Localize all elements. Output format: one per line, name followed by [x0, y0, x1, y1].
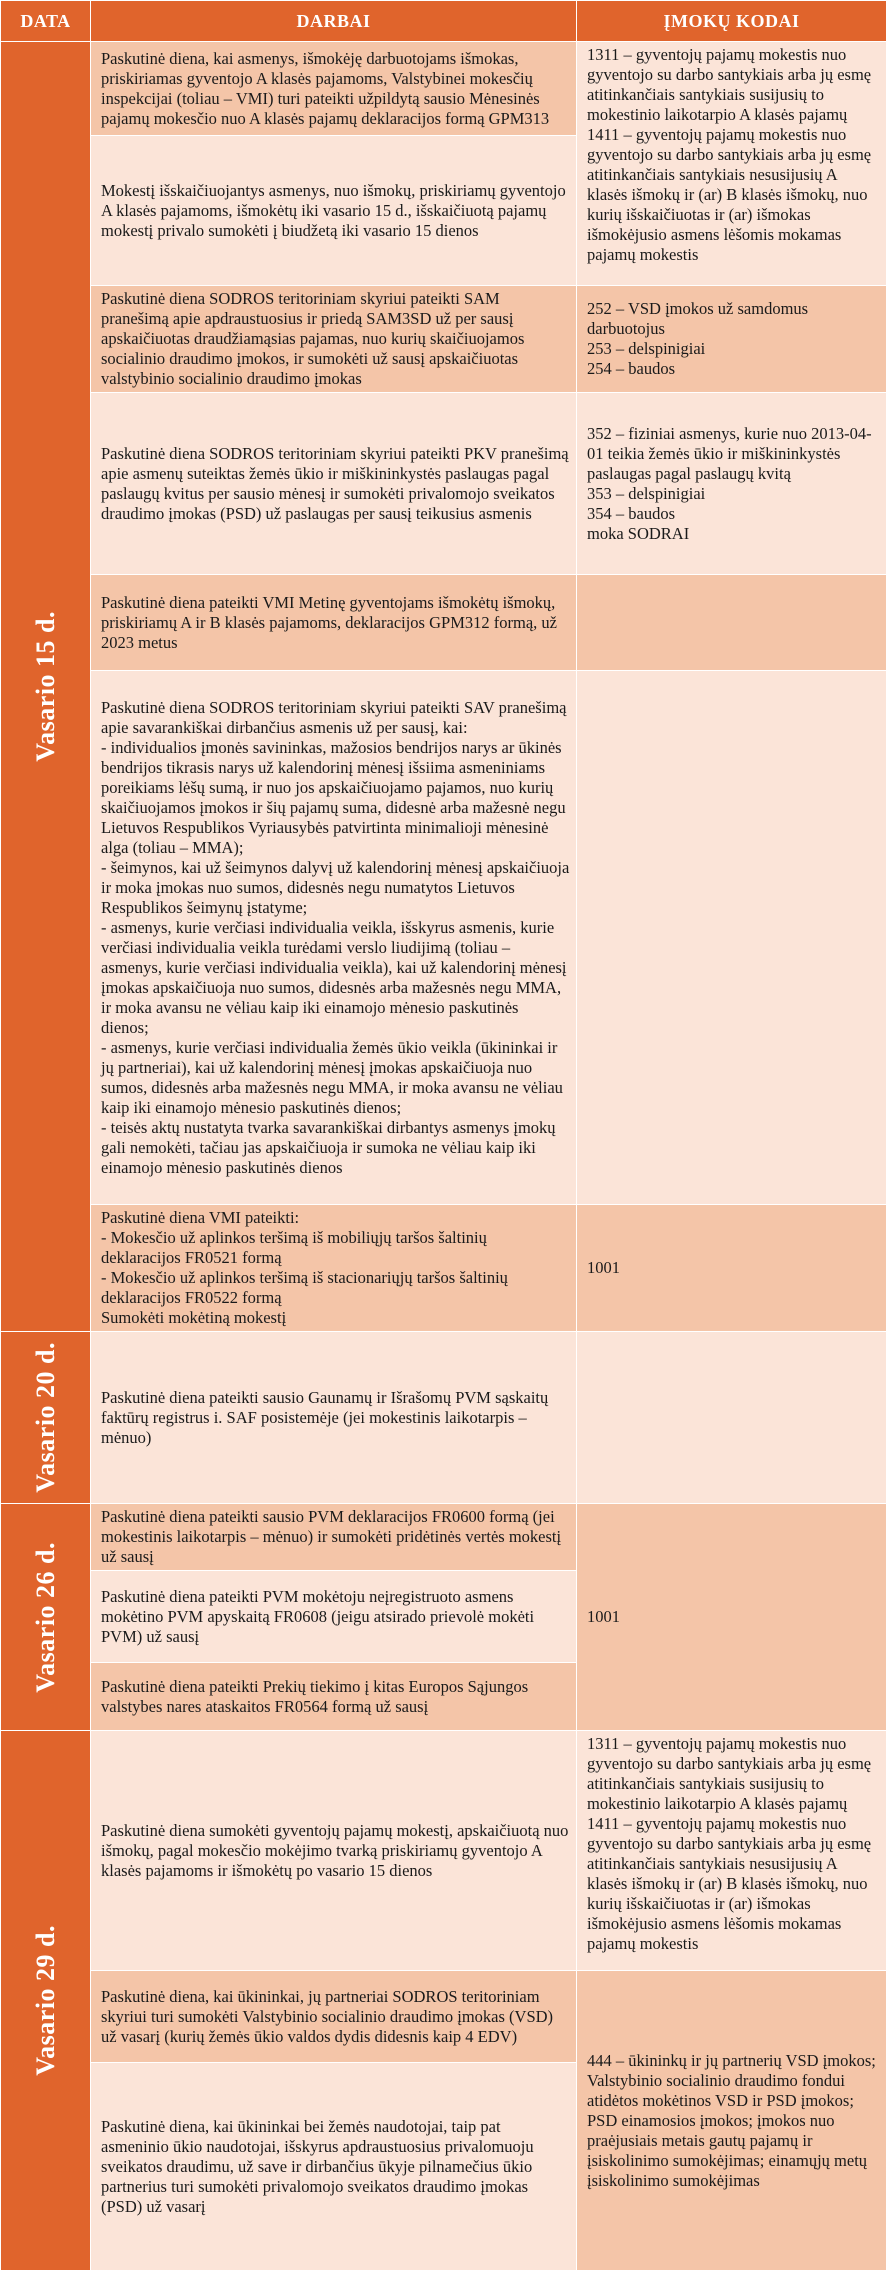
date-label: Vasario 29 d.: [30, 1925, 60, 2076]
code-cell: 1311 – gyventojų pajamų mokestis nuo gyventojo su darbo santykiais arba jų esmę atitinkančiais santykiais susijusių to mokestinio laikotarpio A klasės pajamų 1411 – gyventojų pajamų mokestis nuo gyventojo su darbo santykiais arba jų esmę atitinkančiais santykiais nesusijusių A klasės išmokų ir (ar) B klasės išmokų, nuo kurių išskaičiuotas ir (ar) išmokas išmokėjusio asmens lėšomis mokamas pajamų mokestis: [577, 1731, 886, 1971]
task-cell: Paskutinė diena pateikti sausio PVM deklaracijos FR0600 formą (jei mokestinis laikotarpis – mėnuo) ir sumokėti pridėtinės vertės mokestį už sausį: [91, 1504, 577, 1571]
table-row: [1, 1731, 886, 1971]
table-row: [1, 671, 886, 1205]
code-cell: 252 – VSD įmokos už samdomus darbuotojus 253 – delspinigiai 254 – baudos: [577, 286, 886, 393]
date-cell-feb26: [1, 1504, 91, 1731]
header-codes: ĮMOKŲ KODAI: [577, 1, 886, 42]
table-row: [1, 1504, 886, 1571]
table-row: [1, 393, 886, 575]
task-cell: Paskutinė diena VMI pateikti: - Mokesčio už aplinkos teršimą iš mobiliųjų taršos šaltinių deklaracijos FR0521 formą - Mokesčio už aplinkos teršimą iš stacionariųjų taršos šaltinių deklaracijos FR0522 formą Sumokėti mokėtiną mokestį: [91, 1205, 577, 1332]
date-label: Vasario 26 d.: [30, 1541, 60, 1693]
header-works: DARBAI: [91, 1, 577, 42]
code-cell: 352 – fiziniai asmenys, kurie nuo 2013-04-01 teikia žemės ūkio ir miškininkystės paslaugas pagal paslaugų kvitą 353 – delspinigiai 354 – baudos moka SODRAI: [577, 393, 886, 575]
task-cell: Paskutinė diena SODROS teritoriniam skyriui pateikti SAV pranešimą apie savarankiškai dirbančius asmenis už per sausį, kai: - individualios įmonės savininkas, mažosios bendrijos narys ar ūkinės bendrijos tikrasis narys už kalendorinį mėnesį išsiima asmeniniams poreikiams lėšų sumą, ir nuo jos apskaičiuojamo pajamos, nuo kurių skaičiuojamos įmokos ir šių pajamų suma, didesnė arba mažesnė negu Lietuvos Respublikos Vyriausybės patvirtinta minimalioji mėnesinė alga (toliau – MMA); - šeimynos, kai už šeimynos dalyvį už kalendorinį mėnesį apskaičiuoja ir moka įmokas nuo sumos, didesnės negu numatytos Lietuvos Respublikos šeimynų įstatyme; - asmenys, kurie verčiasi individualia veikla, išskyrus asmenis, kurie verčiasi individualia veikla turėdami verslo liudijimą (toliau – asmenys, kurie verčiasi individualia veikla), kai už kalendorinį mėnesį įmokas apskaičiuoja nuo sumos, didesnės arba mažesnės negu MMA, ir moka avansu ne vėliau kaip iki einamojo mėnesio paskutinės dienos; - asmenys, kurie verčiasi individualia žemės ūkio veikla (ūkininkai ir jų partneriai), kai už kalendorinį mėnesį įmokas apskaičiuoja nuo sumos, didesnės arba mažesnės negu MMA, ir moka avansu ne vėliau kaip iki einamojo mėnesio paskutinės dienos; - teisės aktų nustatyta tvarka savarankiškai dirbantys asmenys įmokų gali nemokėti, tačiau jas apskaičiuoja ir sumoka ne vėliau kaip iki einamojo mėnesio paskutinės dienos: [91, 671, 577, 1205]
date-cell-feb15: [1, 42, 91, 1332]
task-cell: Paskutinė diena, kai asmenys, išmokėję darbuotojams išmokas, priskiriamas gyventojo A klasės pajamoms, Valstybinei mokesčių inspekcijai (toliau – VMI) turi pateikti užpildytą sausio Mėnesinės pajamų mokesčio nuo A klasės pajamų deklaracijos formą GPM313: [91, 42, 577, 136]
table-row: [1, 1332, 886, 1504]
task-cell: Paskutinė diena SODROS teritoriniam skyriui pateikti SAM pranešimą apie apdraustuosius ir priedą SAM3SD už per sausį apskaičiuotas draudžiamąsias pajamas, nuo kurių skaičiuojamos socialinio draudimo įmokos, ir sumokėti už sausį apskaičiuotas valstybinio socialinio draudimo įmokas: [91, 286, 577, 393]
code-cell: 1311 – gyventojų pajamų mokestis nuo gyventojo su darbo santykiais arba jų esmę atitinkančiais santykiais susijusių to mokestinio laikotarpio A klasės pajamų 1411 – gyventojų pajamų mokestis nuo gyventojo su darbo santykiais arba jų esmę atitinkančiais santykiais nesusijusių A klasės išmokų ir (ar) B klasės išmokų, nuo kurių išskaičiuotas ir (ar) išmokas išmokėjusio asmens lėšomis mokamas pajamų mokestis: [577, 42, 886, 286]
table-row: [1, 286, 886, 393]
table-row: [1, 42, 886, 136]
code-cell: [577, 575, 886, 671]
code-cell: 444 – ūkininkų ir jų partnerių VSD įmokos; Valstybinio socialinio draudimo fondui atidėtos mokėtinos VSD ir PSD įmokos; PSD einamosios įmokos; įmokos nuo praėjusiais metais gautų pajamų ir įsiskolinimo sumokėjimas; einamųjų metų įsiskolinimo sumokėjimas: [577, 1971, 886, 2271]
task-cell: Paskutinė diena, kai ūkininkai, jų partneriai SODROS teritoriniam skyriui turi sumokėti Valstybinio socialinio draudimo įmokas (VSD) už vasarį (kurių žemės ūkio valdos dydis didesnis kaip 4 EDV): [91, 1971, 577, 2063]
task-cell: Paskutinė diena pateikti Prekių tiekimo į kitas Europos Sąjungos valstybes nares ataskaitos FR0564 formą už sausį: [91, 1663, 577, 1731]
task-cell: Paskutinė diena, kai ūkininkai bei žemės naudotojai, taip pat asmeninio ūkio naudotojai, išskyrus apdraustuosius privalomuoju sveikatos draudimu, už save ir dirbančius ūkyje pilnamečius ūkio partnerius turi sumokėti privalomojo sveikatos draudimo įmokas (PSD) už vasarį: [91, 2063, 577, 2271]
task-cell: Paskutinė diena pateikti sausio Gaunamų ir Išrašomų PVM sąskaitų faktūrų registrus i. SAF posistemėje (jei mokestinis laikotarpis – mėnuo): [91, 1332, 577, 1504]
task-cell: Paskutinė diena SODROS teritoriniam skyriui pateikti PKV pranešimą apie asmenų suteiktas žemės ūkio ir miškininkystės paslaugas pagal paslaugų kvitus per sausio mėnesį ir sumokėti privalomojo sveikatos draudimo įmokas (PSD) už paslaugas per sausį teikusius asmenis: [91, 393, 577, 575]
table-row: [1, 575, 886, 671]
date-cell-feb29: [1, 1731, 91, 2271]
date-label: Vasario 15 d.: [30, 611, 60, 762]
table-row: [1, 1205, 886, 1332]
code-cell: 1001: [577, 1504, 886, 1731]
date-label: Vasario 20 d.: [30, 1342, 60, 1493]
code-cell: [577, 671, 886, 1205]
header-date: DATA: [1, 1, 91, 42]
code-cell: 1001: [577, 1205, 886, 1332]
task-cell: Mokestį išskaičiuojantys asmenys, nuo išmokų, priskiriamų gyventojo A klasės pajamoms, išmokėtų iki vasario 15 d., išskaičiuotą pajamų mokestį privalo sumokėti į biudžetą iki vasario 15 dienos: [91, 136, 577, 286]
header-row: [1, 1, 886, 42]
table-row: [1, 1971, 886, 2063]
code-cell: [577, 1332, 886, 1504]
task-cell: Paskutinė diena pateikti PVM mokėtoju neįregistruoto asmens mokėtino PVM apyskaitą FR0608 (jeigu atsirado prievolė mokėti PVM) už sausį: [91, 1571, 577, 1663]
date-cell-feb20: [1, 1332, 91, 1504]
task-cell: Paskutinė diena sumokėti gyventojų pajamų mokestį, apskaičiuotą nuo išmokų, pagal mokesčio mokėjimo tvarką priskiriamų gyventojo A klasės pajamoms ir išmokėtų po vasario 15 dienos: [91, 1731, 577, 1971]
task-cell: Paskutinė diena pateikti VMI Metinę gyventojams išmokėtų išmokų, priskiriamų A ir B klasės pajamoms, deklaracijos GPM312 formą, už 2023 metus: [91, 575, 577, 671]
